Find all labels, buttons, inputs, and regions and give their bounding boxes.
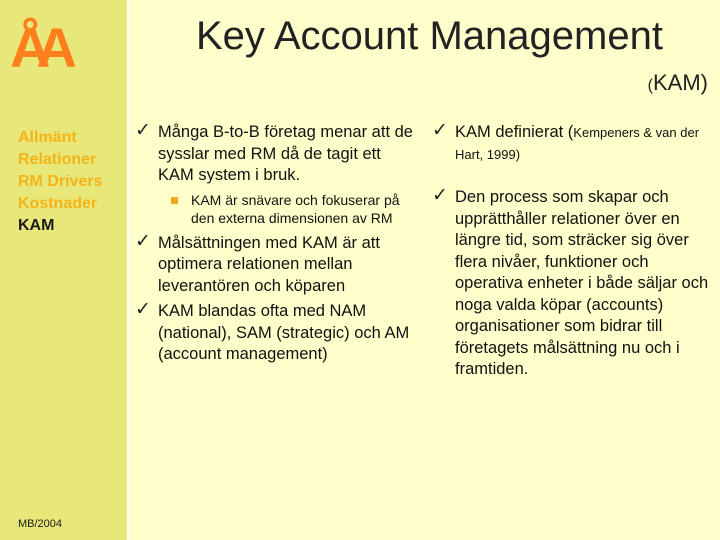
checkmark-icon: ✓	[135, 120, 151, 141]
nav-item-relationer[interactable]: Relationer	[18, 151, 97, 168]
square-bullet-icon	[171, 197, 178, 204]
footer-label: MB/2004	[18, 518, 63, 530]
section-nav	[18, 127, 128, 237]
sidebar-divider	[127, 0, 129, 540]
bullet-item	[432, 187, 717, 381]
bullet-item	[135, 230, 420, 298]
bullet-item	[432, 122, 717, 165]
bullet-text: Målsättningen med KAM är att optimera relationen mellan leverantören och köparen	[158, 233, 380, 295]
checkmark-icon: ✓	[135, 230, 151, 252]
slide-subtitle	[648, 70, 708, 96]
nav-item-kostnader[interactable]: Kostnader	[18, 195, 98, 212]
sub-bullet-text: KAM är snävare och fokuserar på den externa dimensionen av RM	[191, 191, 400, 226]
bullet-text: KAM definierat (	[455, 123, 574, 141]
subtitle-text: KAM)	[653, 70, 708, 95]
bullet-text: Den process som skapar och upprätthåller relationer över en längre tid, som sträcker sig över flera nivåer, funktioner och operativa enheter i både säljar och noga valda köpar (accounts) organisationer som bidrar till företagets målsättning nu och i framtiden.	[455, 188, 709, 378]
slide-title: Key Account Management	[196, 14, 663, 58]
right-column	[432, 122, 717, 403]
sidebar	[0, 0, 127, 540]
bullet-item	[135, 122, 420, 187]
checkmark-icon: ✓	[432, 120, 448, 141]
left-column	[135, 122, 420, 370]
bullet-text: Många B-to-B företag menar att de sysslar med RM då de tagit ett KAM system i bruk.	[158, 123, 413, 184]
sub-bullet-item	[153, 191, 420, 227]
checkmark-icon: ✓	[135, 299, 151, 320]
nav-item-rm-drivers[interactable]: RM Drivers	[18, 173, 103, 190]
citation-text: Kempeners & van der Hart, 1999)	[455, 125, 700, 162]
nav-item-allmant[interactable]: Allmänt	[18, 129, 77, 146]
nav-item-kam[interactable]: KAM	[18, 217, 55, 234]
bullet-text: KAM blandas ofta med NAM (national), SAM (strategic) och AM (account management)	[158, 302, 410, 363]
logo: ÅA	[10, 16, 63, 79]
subtitle-open-paren: (	[647, 77, 653, 94]
bullet-item	[135, 301, 420, 366]
checkmark-icon: ✓	[432, 185, 448, 206]
